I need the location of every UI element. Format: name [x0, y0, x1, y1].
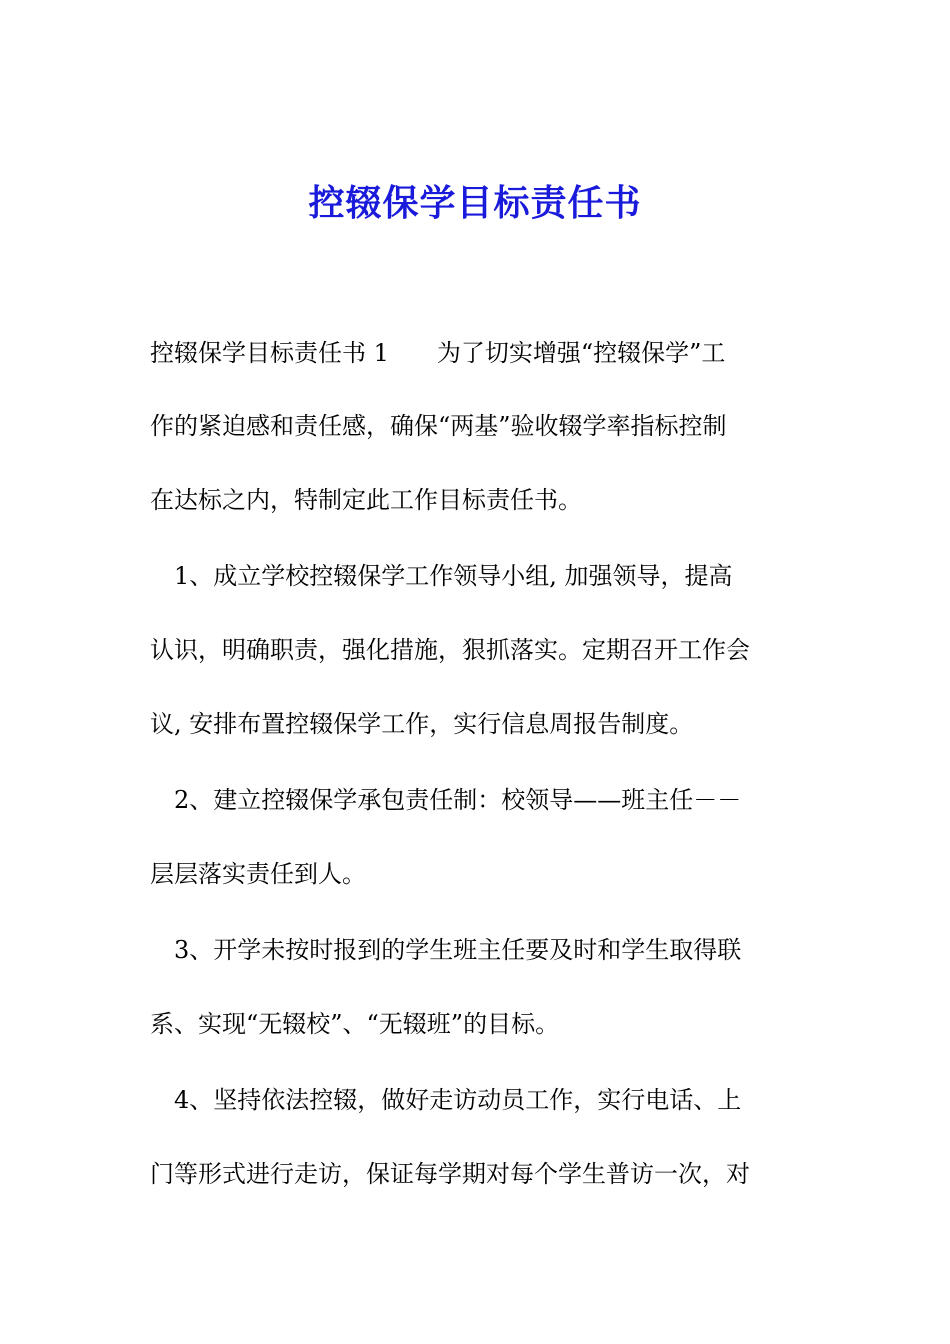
paragraph-line-5: 认识，明确职责，强化措施，狠抓落实。定期召开工作会 [150, 636, 750, 664]
paragraph-line-4: 1、成立学校控辍保学工作领导小组, 加强领导，提高 [150, 562, 733, 590]
paragraph-line-7: 2、建立控辍保学承包责任制：校领导——班主任－－ [150, 786, 742, 814]
paragraph-line-6: 议, 安排布置控辍保学工作，实行信息周报告制度。 [150, 710, 694, 738]
paragraph-line-2: 作的紧迫感和责任感，确保“两基”验收辍学率指标控制 [150, 412, 727, 440]
paragraph-line-8: 层层落实责任到人。 [150, 860, 366, 888]
paragraph-line-9: 3、开学未按时报到的学生班主任要及时和学生取得联 [150, 936, 742, 964]
document-title: 控辍保学目标责任书 [308, 182, 642, 224]
paragraph-line-12: 门等形式进行走访，保证每学期对每个学生普访一次，对 [150, 1160, 750, 1188]
paragraph-line-3: 在达标之内，特制定此工作目标责任书。 [150, 486, 582, 514]
paragraph-line-10: 系、实现“无辍校”、“无辍班”的目标。 [150, 1010, 560, 1038]
paragraph-line-1: 控辍保学目标责任书 1 为了切实增强“控辍保学”工 [150, 339, 726, 367]
paragraph-line-11: 4、坚持依法控辍，做好走访动员工作，实行电话、上 [150, 1086, 742, 1114]
